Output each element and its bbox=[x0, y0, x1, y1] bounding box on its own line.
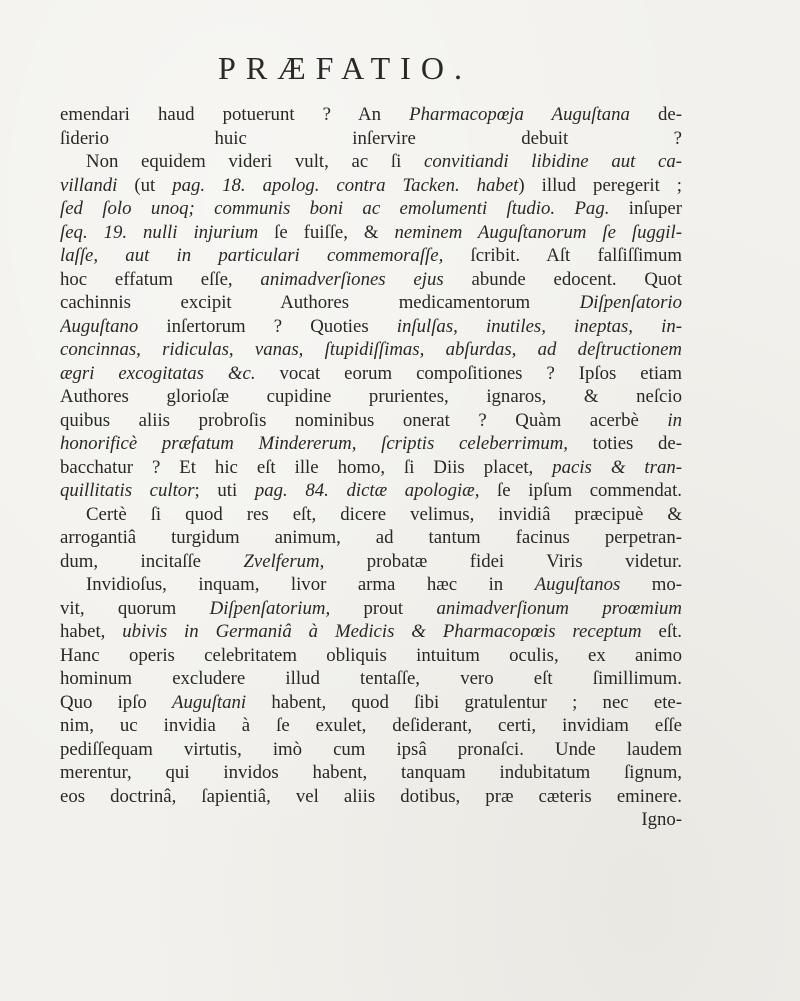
text-line: emendari haud potuerunt ? An Pharmacopœja Auguſtana de- bbox=[60, 104, 682, 125]
text-line: hominum excludere illud tentaſſe, vero eſt ſimillimum. bbox=[60, 668, 682, 689]
text-line: ſiderio huic inſervire debuit ? bbox=[60, 127, 682, 149]
text-line: nim, uc invidia à ſe exulet, deſiderant, certi, invidiam eſſe bbox=[60, 715, 682, 736]
catchword: Igno- bbox=[641, 809, 682, 830]
text-line: laſſe, aut in particulari commemoraſſe, ſcribit. Aſt falſiſſimum bbox=[60, 245, 682, 266]
text-line: concinnas, ridiculas, vanas, ſtupidiſſimas, abſurdas, ad deſtructionem bbox=[60, 339, 682, 360]
text-line: ægri excogitatas &c. vocat eorum compoſitiones ? Ipſos etiam bbox=[60, 362, 682, 384]
text-line: quillitatis cultor; uti pag. 84. dictæ apologiæ, ſe ipſum commendat. bbox=[60, 480, 682, 501]
text-line: merentur, qui invidos habent, tanquam indubitatum ſignum, bbox=[60, 762, 682, 783]
text-line: vit, quorum Diſpenſatorium, prout animadverſionum proœmium bbox=[60, 597, 682, 619]
text-line: Non equidem videri vult, ac ſi convitiandi libidine aut ca- bbox=[86, 151, 682, 172]
text-line: bacchatur ? Et hic eſt ille homo, ſi Diis placet, pacis & tran- bbox=[60, 456, 682, 478]
text-line: Invidioſus, inquam, livor arma hæc in Auguſtanos mo- bbox=[86, 574, 682, 595]
text-line: ſeq. 19. nulli injurium ſe fuiſſe, & neminem Auguſtanorum ſe ſuggil- bbox=[60, 221, 682, 243]
text-line: ſed ſolo unoq; communis boni ac emolumenti ſtudio. Pag. inſuper bbox=[60, 198, 682, 219]
text-line: Quo ipſo Auguſtani habent, quod ſibi gratulentur ; nec ete- bbox=[60, 691, 682, 713]
text-line: cachinnis excipit Authores medicamentorum Diſpenſatorio bbox=[60, 292, 682, 313]
text-line: quibus aliis probroſis nominibus onerat ? Quàm acerbè in bbox=[60, 409, 682, 431]
text-line: arrogantiâ turgidum animum, ad tantum facinus perpetran- bbox=[60, 527, 682, 548]
page-title: PRÆFATIO. bbox=[218, 50, 472, 86]
text-line: honorificè præfatum Mindererum, ſcriptis celeberrimum, toties de- bbox=[60, 433, 682, 454]
text-line: dum, incitaſſe Zvelferum, probatæ fidei Viris videtur. bbox=[60, 550, 682, 572]
text-line: villandi (ut pag. 18. apolog. contra Tacken. habet) illud peregerit ; bbox=[60, 174, 682, 196]
text-line: Certè ſi quod res eſt, dicere velimus, invidiâ præcipuè & bbox=[86, 503, 682, 525]
text-line: Hanc operis celebritatem obliquis intuitum oculis, ex animo bbox=[60, 644, 682, 666]
text-line: eos doctrinâ, ſapientiâ, vel aliis dotibus, præ cæteris eminere. bbox=[60, 785, 682, 807]
text-line: habet, ubivis in Germaniâ à Medicis & Pharmacopœis receptum eſt. bbox=[60, 621, 682, 642]
text-line: hoc effatum eſſe, animadverſiones ejus abunde edocent. Quot bbox=[60, 268, 682, 290]
text-line: Auguſtano inſertorum ? Quoties inſulſas, inutiles, ineptas, in- bbox=[60, 315, 682, 337]
body-text bbox=[60, 103, 682, 832]
text-line: pediſſequam virtutis, imò cum ipsâ pronaſci. Unde laudem bbox=[60, 738, 682, 760]
text-line: Authores glorioſæ cupidine prurientes, ignaros, & neſcio bbox=[60, 386, 682, 407]
